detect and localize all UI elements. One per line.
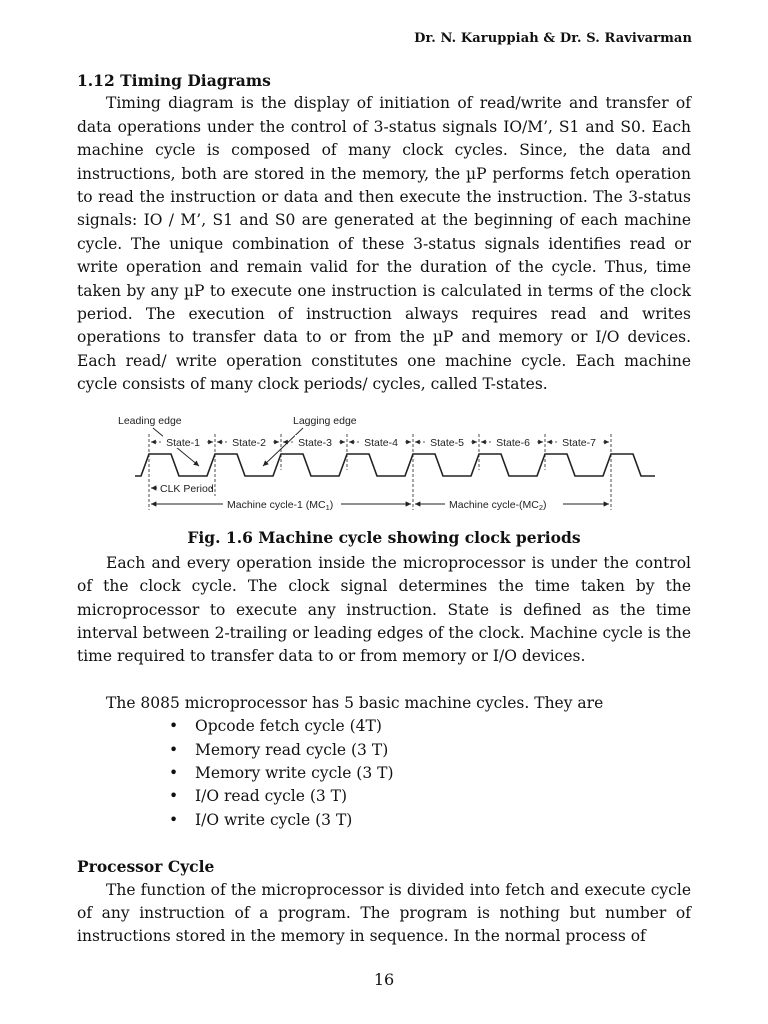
clock-paragraph: Each and every operation inside the microprocessor is under the control of the clock cycle. The clock signal determines the time taken by the microprocessor to execute any instruction. State is defined as the time interval between 2-trailing or leading edges of the clock. Machine cycle is the time required to transfer data to or from memory or I/O devices. [77, 553, 691, 666]
state-4-label: State-4 [364, 436, 398, 449]
lagging-edge-label: Lagging edge [293, 414, 357, 427]
page-content [77, 69, 691, 949]
figure-1-6 [77, 410, 691, 552]
paragraph-spacer [77, 832, 691, 855]
state-7-label: State-7 [562, 436, 596, 449]
state-2-label: State-2 [232, 436, 266, 449]
clock-waveform [135, 454, 655, 476]
list-item [169, 739, 691, 762]
machine-cycle-diagram [115, 410, 695, 528]
list-item-text: I/O read cycle (3 T) [195, 787, 348, 806]
clk-period-label: CLK Period [160, 482, 214, 495]
bullet-icon: • [169, 717, 179, 736]
processor-cycle-paragraph: The function of the microprocessor is divided into fetch and execute cycle of any instruction of a program. The program is nothing but number of instructions stored in the memory in sequence. In the normal process of [77, 880, 691, 946]
list-item-text: Opcode fetch cycle (4T) [195, 717, 382, 736]
processor-cycle-heading: Processor Cycle [77, 857, 215, 877]
list-item-text: I/O write cycle (3 T) [195, 810, 353, 829]
list-item [169, 809, 691, 832]
bullet-icon: • [169, 740, 179, 759]
machine-cycle-list [77, 715, 691, 832]
bullet-icon: • [169, 810, 179, 829]
list-item-text: Memory write cycle (3 T) [195, 763, 394, 782]
state-5-label: State-5 [430, 436, 464, 449]
page-number: 16 [373, 970, 395, 989]
intro-paragraph: Timing diagram is the display of initiation of read/write and transfer of data operations under the control of 3-status signals IO/M’, S1 and S0. Each machine cycle is composed of many clock cycles. Since, the data and instructions, both are stored in the memory, the µP performs fetch operation to read the instruction or data and then execute the instruction. The 3-status signals: IO / M’, S1 and S0 are generated at the beginning of each machine cycle. The unique combination of these 3-status signals identifies read or write operation and remain valid for the duration of the cycle. Thus, time taken by any µP to execute one instruction is calculated in terms of the clock period. The execution of instruction always requires read and writes operations to transfer data to or from the µP and memory or I/O devices. Each read/ write operation constitutes one machine cycle. Each machine cycle consists of many clock periods/ cycles, called T-states. [77, 94, 691, 394]
mc1-label: Machine cycle-1 (MC1) [227, 498, 334, 512]
paragraph-spacer [77, 669, 691, 692]
section-heading: 1.12 Timing Diagrams [77, 71, 271, 90]
mc2-label: Machine cycle-(MC2) [449, 498, 547, 512]
list-item [169, 762, 691, 785]
bullet-icon: • [169, 763, 179, 782]
state-1-label: State-1 [166, 436, 200, 449]
machine-cycles-intro: The 8085 microprocessor has 5 basic machine cycles. They are [106, 693, 604, 712]
bullet-icon: • [169, 787, 179, 806]
state-6-label: State-6 [496, 436, 530, 449]
leading-edge-label: Leading edge [118, 414, 182, 427]
list-item [169, 715, 691, 738]
figure-caption: Fig. 1.6 Machine cycle showing clock periods [187, 528, 581, 548]
list-item-text: Memory read cycle (3 T) [195, 740, 389, 759]
state-3-label: State-3 [298, 436, 332, 449]
running-header: Dr. N. Karuppiah & Dr. S. Ravivarman [414, 31, 692, 46]
state-row [151, 435, 609, 449]
list-item [169, 785, 691, 808]
